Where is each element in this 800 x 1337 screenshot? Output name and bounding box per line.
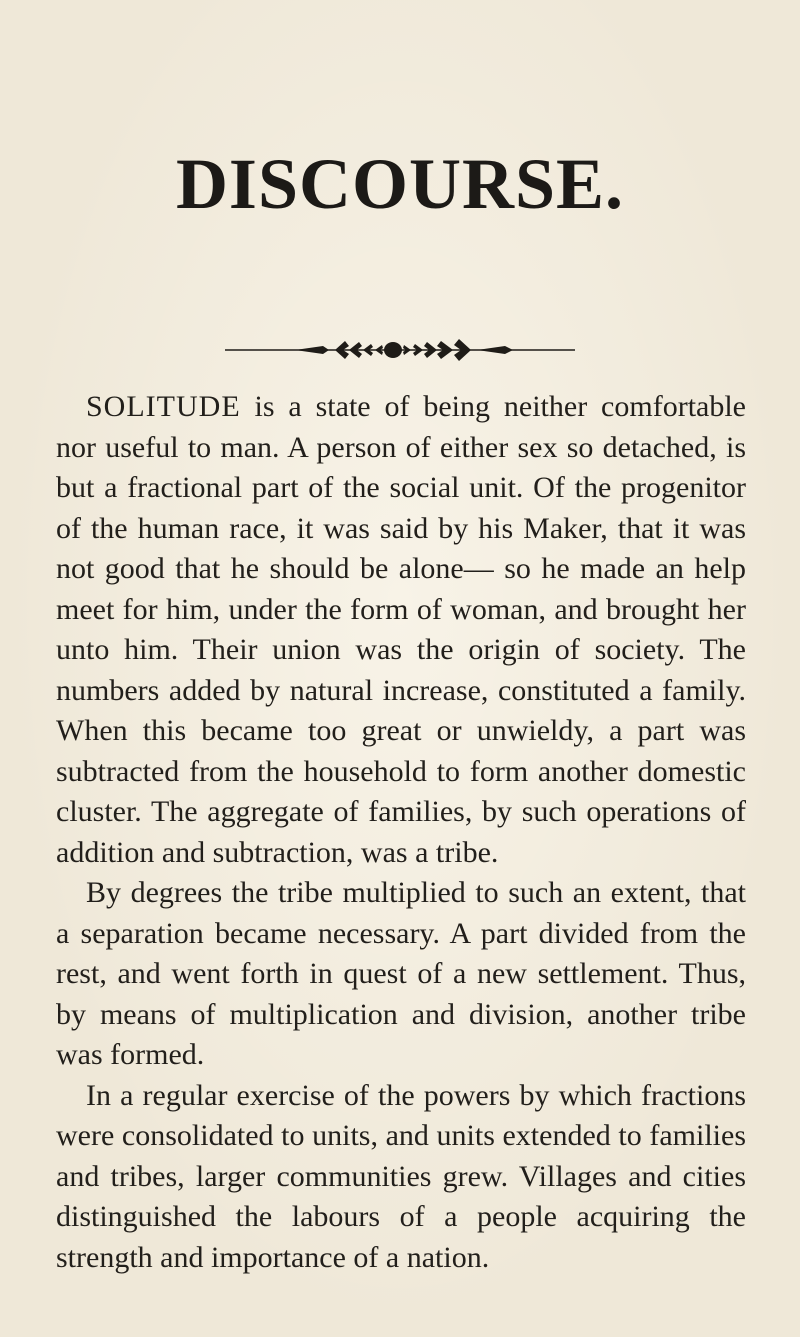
paragraph-3: In a regular exercise of the powers by which fractions were consolidated to units, and units extended to families and tribes, larger communities grew. Villages and cities distinguished the labours of a people acquiring the strength and importance of a nation. [56,1078,746,1274]
discourse-body [56,387,746,1278]
paragraph-lead-word: SOLITUDE [86,390,241,423]
page-title: DISCOURSE. [175,144,625,224]
paragraph-2: By degrees the tribe multiplied to such an extent, that a separation became necessary. A part divided from the rest, and went forth in quest of a new settlement. Thus, by means of multiplication and division, another tribe was formed. [56,876,746,1071]
decorative-rule-icon [225,337,575,363]
paragraph-1-text: is a state of being neither comfortable nor useful to man. A person of either sex so detached, is but a fractional part of the social unit. Of the progenitor of the human race, it was said by his Maker, that it was not good that he should be alone— so he made an help meet for him, under the form of woman, and brought her unto him. Their union was the origin of society. The numbers added by natural increase, constituted a family. When this became too great or unwieldy, a part was subtracted from the household to form another domestic cluster. The aggregate of families, by such operations of addition and subtraction, was a tribe. [56,390,746,869]
paragraph-1 [56,387,746,873]
